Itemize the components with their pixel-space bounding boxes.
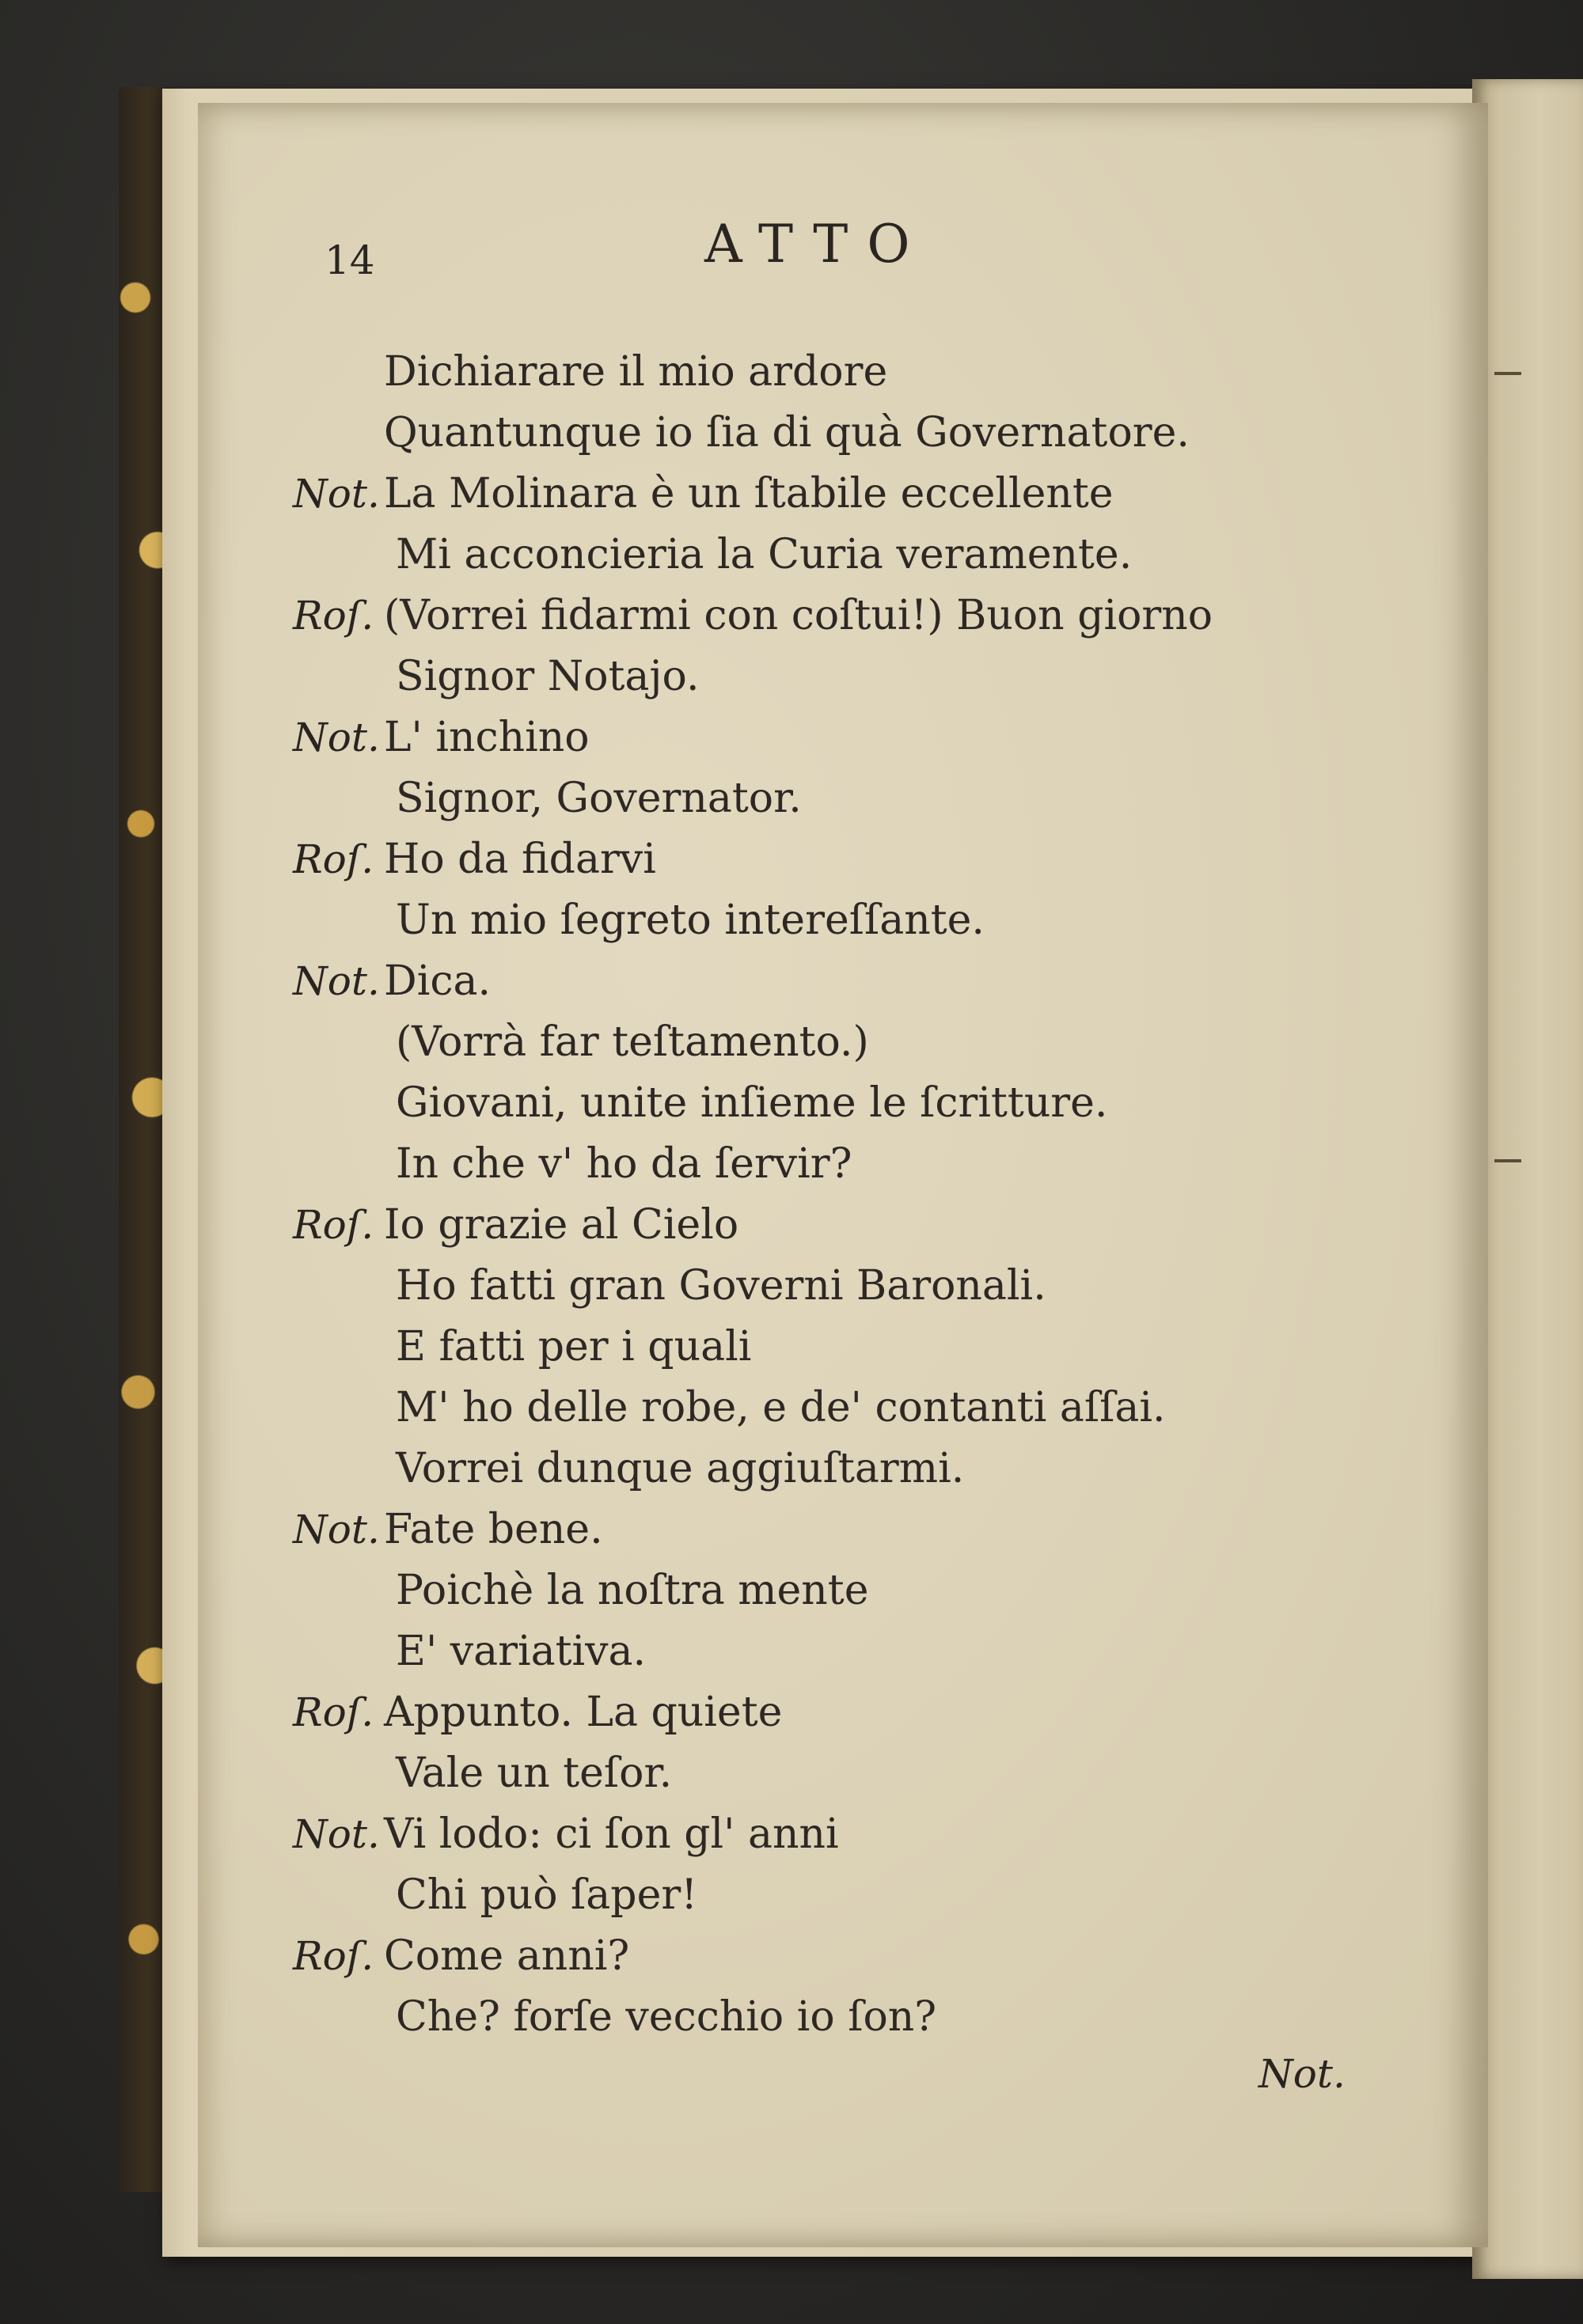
dialogue-line	[293, 1743, 1401, 1804]
line-text: M' ho delle robe, e de' contanti aſſai.	[396, 1384, 1166, 1431]
speaker-label: Roſ.	[293, 593, 374, 639]
line-text: Chi può ſaper!	[396, 1871, 698, 1919]
running-title: ATTO	[704, 214, 929, 275]
dialogue-line	[293, 1012, 1401, 1073]
dialogue-line	[293, 1256, 1401, 1317]
dialogue-line	[293, 1499, 1401, 1560]
line-text: Un mio ſegreto intereſſante.	[396, 897, 985, 944]
dialogue-line	[293, 1317, 1401, 1378]
line-text: Giovani, unite inſieme le ſcritture.	[396, 1079, 1108, 1127]
line-text: (Vorrà far teſtamento.)	[396, 1018, 869, 1066]
line-text: La Molinara è un ſtabile eccellente	[384, 470, 1114, 517]
speaker-label: Roſ.	[293, 1933, 374, 1979]
dialogue-line	[293, 586, 1401, 646]
dialogue-line	[293, 1987, 1401, 2048]
dialogue-line	[293, 464, 1401, 525]
line-text: In che v' ho da ſervir?	[396, 1140, 852, 1188]
dialogue-line	[293, 1804, 1401, 1865]
line-text: Dichiarare il mio ardore	[384, 348, 888, 396]
line-text: Quantunque io ſia di quà Governatore.	[384, 409, 1190, 457]
dialogue-line	[293, 1682, 1401, 1743]
catchword: Not.	[1258, 2051, 1346, 2097]
line-text: Che? forſe vecchio io ſon?	[396, 1993, 937, 2041]
line-text: Fate bene.	[384, 1506, 603, 1553]
running-head	[325, 214, 1377, 285]
dialogue-line	[293, 1621, 1401, 1682]
dialogue-line	[293, 646, 1401, 707]
dialogue-line	[293, 1560, 1401, 1621]
speaker-label: Not.	[293, 1507, 380, 1552]
line-text: Vorrei dunque aggiuſtarmi.	[396, 1445, 965, 1492]
dialogue-line	[293, 951, 1401, 1012]
line-text: L' inchino	[384, 714, 590, 761]
dialogue-line	[293, 342, 1401, 403]
line-text: Io grazie al Cielo	[384, 1201, 739, 1249]
dialogue-line	[293, 403, 1401, 464]
dialogue-line	[293, 1073, 1401, 1134]
line-text: Come anni?	[384, 1932, 630, 1980]
dialogue-line	[293, 707, 1401, 768]
line-text: E' variativa.	[396, 1628, 647, 1675]
dialogue-line	[293, 525, 1401, 586]
book-gutter	[1472, 79, 1583, 2279]
dialogue-line	[293, 1195, 1401, 1256]
line-text: Signor Notajo.	[396, 653, 700, 700]
gutter-mark	[1494, 372, 1521, 375]
line-text: Vale un teſor.	[396, 1750, 673, 1797]
dialogue-text	[293, 342, 1401, 2048]
dialogue-line	[293, 768, 1401, 829]
dialogue-line	[293, 829, 1401, 890]
line-text: E fatti per i quali	[396, 1323, 752, 1371]
speaker-label: Not.	[293, 1811, 380, 1857]
speaker-label: Roſ.	[293, 836, 374, 882]
line-text: Dica.	[384, 957, 491, 1005]
dialogue-line	[293, 1865, 1401, 1926]
speaker-label: Roſ.	[293, 1202, 374, 1248]
line-text: Signor, Governator.	[396, 775, 802, 822]
dialogue-line	[293, 1378, 1401, 1439]
speaker-label: Not.	[293, 958, 380, 1004]
speaker-label: Roſ.	[293, 1689, 374, 1735]
dialogue-line	[293, 1439, 1401, 1499]
gutter-mark	[1494, 1159, 1521, 1162]
line-text: Ho da fidarvi	[384, 836, 656, 883]
line-text: Poichè la noſtra mente	[396, 1567, 869, 1614]
line-text: Appunto. La quiete	[384, 1689, 783, 1736]
dialogue-line	[293, 890, 1401, 951]
line-text: Mi acconcieria la Curia veramente.	[396, 531, 1133, 578]
page-number: 14	[325, 237, 375, 283]
dialogue-line	[293, 1134, 1401, 1195]
line-text: Vi lodo: ci ſon gl' anni	[384, 1810, 839, 1858]
speaker-label: Not.	[293, 715, 380, 760]
dialogue-line	[293, 1926, 1401, 1987]
line-text: (Vorrei fidarmi con coſtui!) Buon giorno	[384, 592, 1213, 639]
speaker-label: Not.	[293, 471, 380, 517]
line-text: Ho fatti gran Governi Baronali.	[396, 1262, 1046, 1310]
